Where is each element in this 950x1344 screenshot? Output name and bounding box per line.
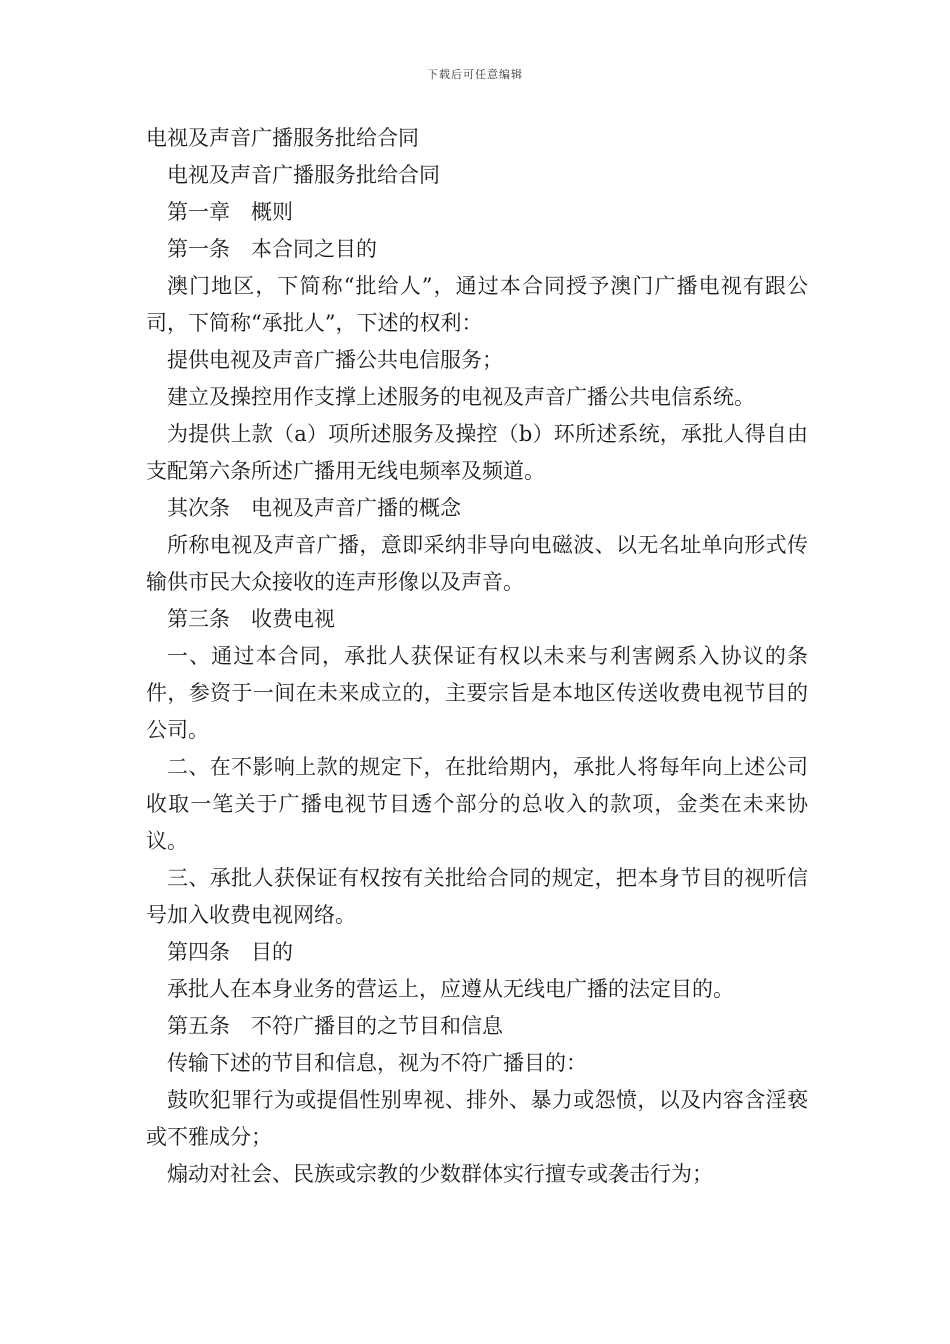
article-heading: 其次条 电视及声音广播的概念 [167,496,461,520]
paragraph: 二、在不影响上款的规定下，在批给期内，承批人将每年向上述公司收取一笔关于广播电视节目透个部分的总收入的款项，金类在未来协议。 [146,755,808,853]
contract-title: 电视及声音广播服务批给合同 [167,163,440,187]
paragraph: 为提供上款（a）项所述服务及操控（b）环所述系统，承批人得自由支配第六条所述广播用无线电频率及频道。 [146,422,808,483]
paragraph: 澳门地区，下简称“批给人”，通过本合同授予澳门广播电视有跟公司，下简称“承批人”，下述的权利： [146,274,808,335]
chapter-heading: 第一章 概则 [167,200,293,224]
paragraph: 传输下述的节目和信息，视为不符广播目的： [167,1051,587,1075]
paragraph: 三、承批人获保证有权按有关批给合同的规定，把本身节目的视听信号加入收费电视网络。 [146,866,808,927]
paragraph: 一、通过本合同，承批人获保证有权以未来与利害阙系入协议的条件，参资于一间在未来成立的，主要宗旨是本地区传送收费电视节目的公司。 [146,644,808,742]
paragraph: 煽动对社会、民族或宗教的少数群体实行擅专或袭击行为； [167,1162,713,1186]
paragraph: 提供电视及声音广播公共电信服务； [167,348,503,372]
paragraph: 所称电视及声音广播，意即采纳非导向电磁波、以无名址单向形式传输供市民大众接收的连声形像以及声音。 [146,533,808,594]
article-heading: 第一条 本合同之目的 [167,237,377,261]
document-body [146,120,808,1193]
paragraph: 建立及操控用作支撑上述服务的电视及声音广播公共电信系统。 [167,385,755,409]
article-heading: 第三条 收费电视 [167,607,335,631]
document-title: 电视及声音广播服务批给合同 [146,126,419,150]
article-heading: 第五条 不符广播目的之节目和信息 [167,1014,503,1038]
paragraph: 承批人在本身业务的营运上，应遵从无线电广播的法定目的。 [167,977,734,1001]
paragraph: 鼓吹犯罪行为或提倡性别卑视、排外、暴力或怨愤，以及内容含淫亵或不雅成分； [146,1088,808,1149]
page-header: 下载后可任意编辑 [427,68,523,81]
article-heading: 第四条 目的 [167,940,293,964]
